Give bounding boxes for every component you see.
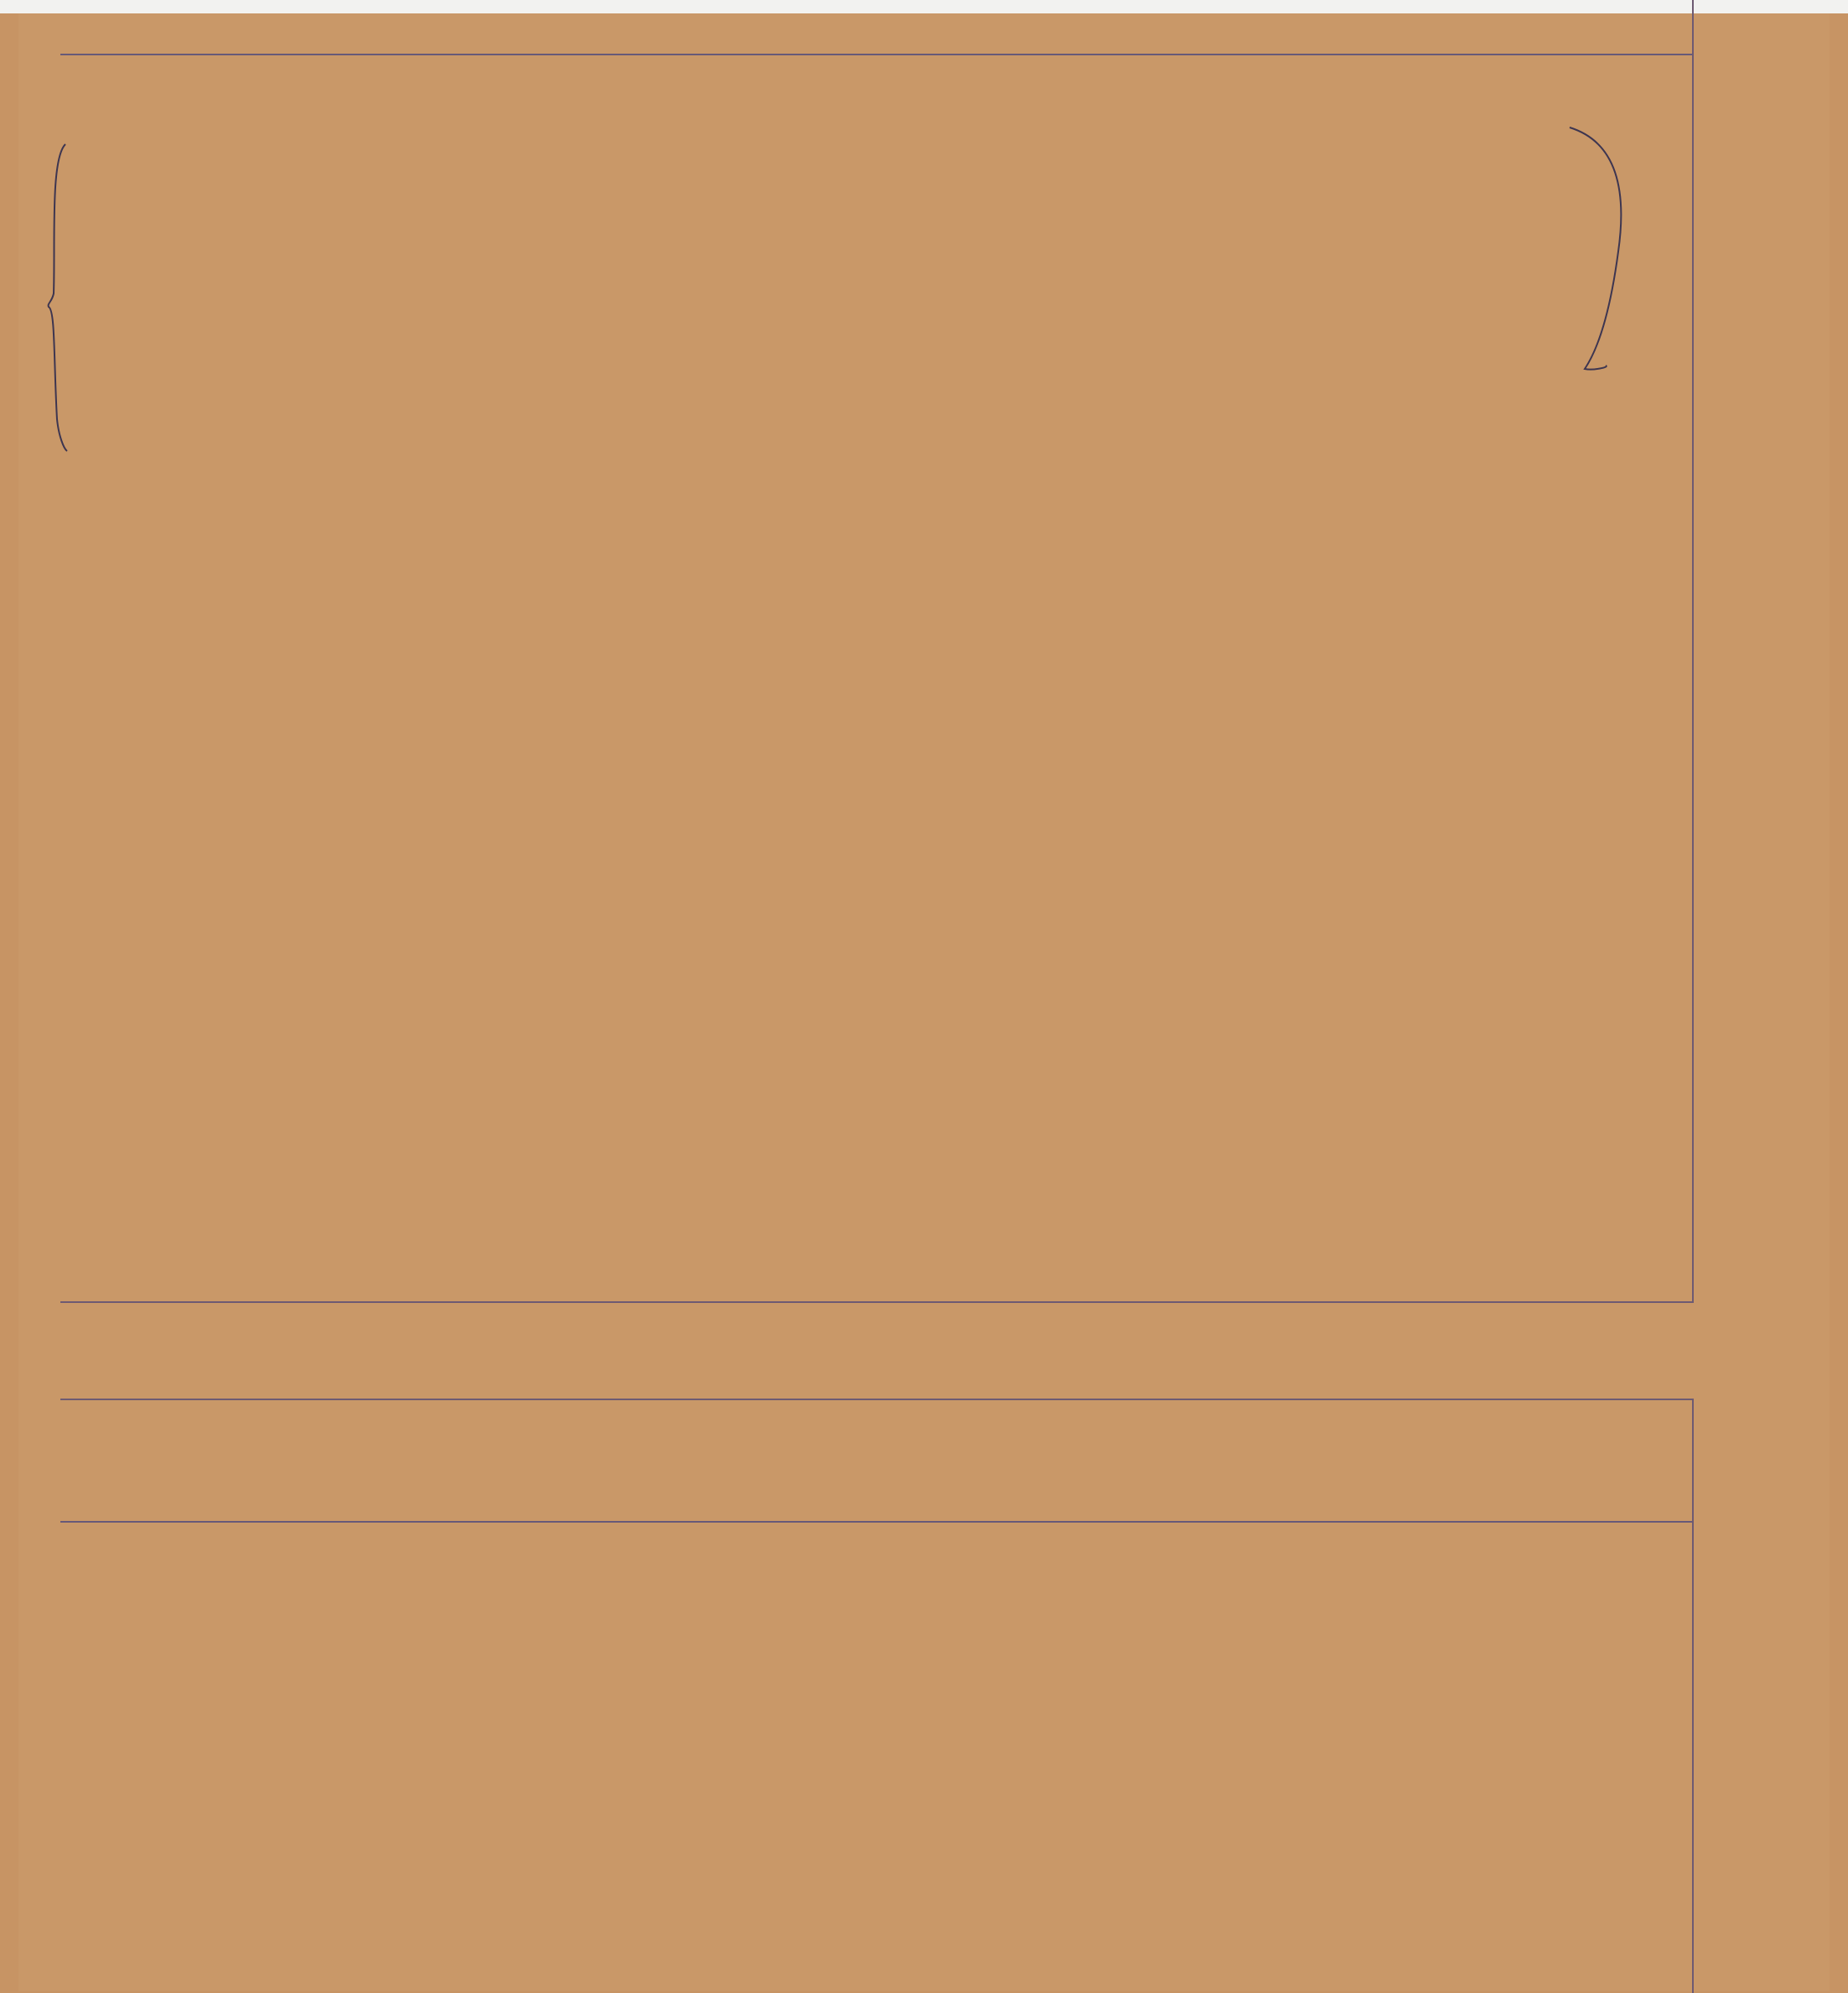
lower-sheet-border	[60, 1399, 1694, 1993]
bottom-header-rule	[60, 1521, 1692, 1523]
top-header-rule	[60, 54, 1692, 55]
upper-sheet-border	[60, 0, 1694, 1303]
handwritten-left-bracket	[47, 143, 70, 453]
handwritten-right-bracket	[1568, 126, 1652, 377]
